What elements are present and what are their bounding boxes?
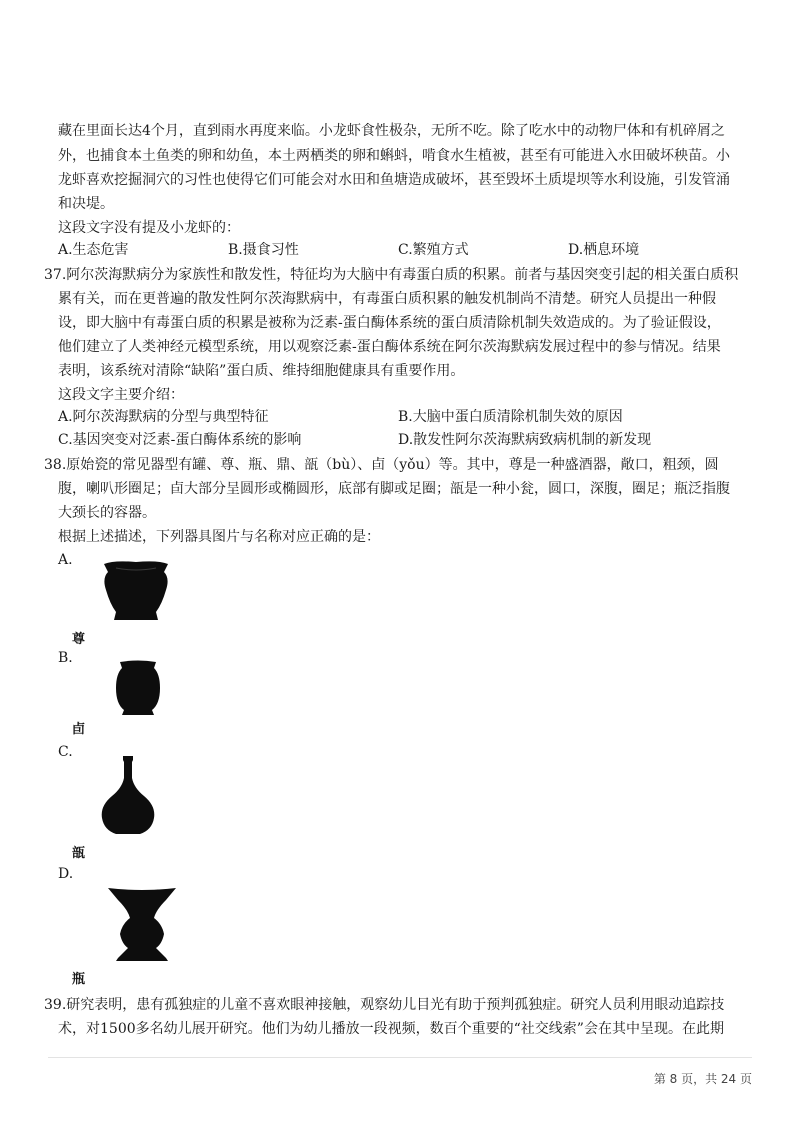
q38-line-2: 腹，喇叭形圈足；卣大部分呈圆形或椭圆形，底部有脚或足圈；瓿是一种小瓮，圆口，深腹，圈足；瓶泛指腹 (58, 481, 730, 497)
passage36-line-1: 藏在里面长达4个月，直到雨水再度来临。小龙虾食性极杂，无所不吃。除了吃水中的动物尸体和有机碎屑之 (58, 123, 725, 139)
jar-wide-mouth-icon[interactable] (100, 560, 172, 622)
page-number: 第 8 页，共 24 页 (653, 1072, 752, 1086)
q37-option-c[interactable]: C.基因突变对泛素-蛋白酶体系统的影响 (58, 432, 302, 448)
q38-line-3: 大颈长的容器。 (58, 505, 156, 521)
passage36-line-4: 和决堤。 (58, 196, 114, 212)
q38-option-d-letter[interactable]: D. (58, 866, 74, 882)
q37-line-1: 37.阿尔茨海默病分为家族性和散发性，特征均为大脑中有毒蛋白质的积累。前者与基因突变引起的相关蛋白质积 (44, 267, 739, 283)
q38-option-b-letter[interactable]: B. (58, 650, 73, 666)
q37-option-a[interactable]: A.阿尔茨海默病的分型与典型特征 (58, 409, 269, 425)
q39-line-1: 39.研究表明，患有孤独症的儿童不喜欢眼神接触，观察幼儿目光有助于预判孤独症。研究人员利用眼动追踪技 (44, 997, 725, 1013)
q38-option-a-name: 尊 (72, 632, 86, 647)
q38-option-c-name: 瓿 (72, 846, 86, 861)
q37-option-d[interactable]: D.散发性阿尔茨海默病致病机制的新发现 (398, 432, 652, 448)
q38-option-c-letter[interactable]: C. (58, 744, 73, 760)
q36-option-b[interactable]: B.摄食习性 (228, 242, 299, 258)
q36-option-c[interactable]: C.繁殖方式 (398, 242, 469, 258)
q37-line-2: 累有关，而在更普遍的散发性阿尔茨海默病中，有毒蛋白质积累的触发机制尚不清楚。研究人员提出一种假 (58, 291, 716, 307)
question38-stem: 根据上述描述，下列器具图片与名称对应正确的是： (58, 529, 380, 545)
passage36-line-3: 龙虾喜欢挖掘洞穴的习性也使得它们可能会对水田和鱼塘造成破坏，甚至毁坏土质堤坝等水利设施，引发管涌 (58, 172, 730, 188)
q38-line-1: 38.原始瓷的常见器型有罐、尊、瓶、鼎、瓿（bù）、卣（yǒu）等。其中，尊是一种盛酒器，敞口，粗颈，圆 (44, 457, 719, 473)
q37-line-3: 设，即大脑中有毒蛋白质的积累是被称为泛素-蛋白酶体系统的蛋白质清除机制失效造成的。为了验证假设， (58, 315, 721, 331)
jar-round-icon[interactable] (112, 660, 164, 716)
q38-option-a-letter[interactable]: A. (58, 552, 73, 568)
q39-line-2: 术，对1500多名幼儿展开研究。他们为幼儿播放一段视频，数百个重要的“社交线索”会在其中呈现。在此期 (58, 1021, 724, 1037)
q36-option-a[interactable]: A.生态危害 (58, 242, 129, 258)
question36-stem: 这段文字没有提及小龙虾的： (58, 220, 240, 236)
q37-option-b[interactable]: B.大脑中蛋白质清除机制失效的原因 (398, 409, 623, 425)
q37-line-4: 他们建立了人类神经元模型系统，用以观察泛素-蛋白酶体系统在阿尔茨海默病发展过程中的参与情况。结果 (58, 339, 721, 355)
q38-option-d-name: 瓶 (72, 972, 86, 987)
footer-divider (48, 1057, 752, 1058)
q38-option-b-name: 卣 (72, 722, 86, 737)
vase-long-neck-icon[interactable] (96, 756, 160, 836)
passage36-line-2: 外，也捕食本土鱼类的卵和幼鱼，本土两栖类的卵和蝌蚪，啃食水生植被，甚至有可能进入水田破坏秧苗。小 (58, 148, 730, 164)
goblet-flared-icon[interactable] (106, 886, 178, 962)
question37-stem: 这段文字主要介绍： (58, 387, 184, 403)
q37-line-5: 表明，该系统对清除“缺陷”蛋白质、维持细胞健康具有重要作用。 (58, 363, 465, 379)
q36-option-d[interactable]: D.栖息环境 (568, 242, 640, 258)
